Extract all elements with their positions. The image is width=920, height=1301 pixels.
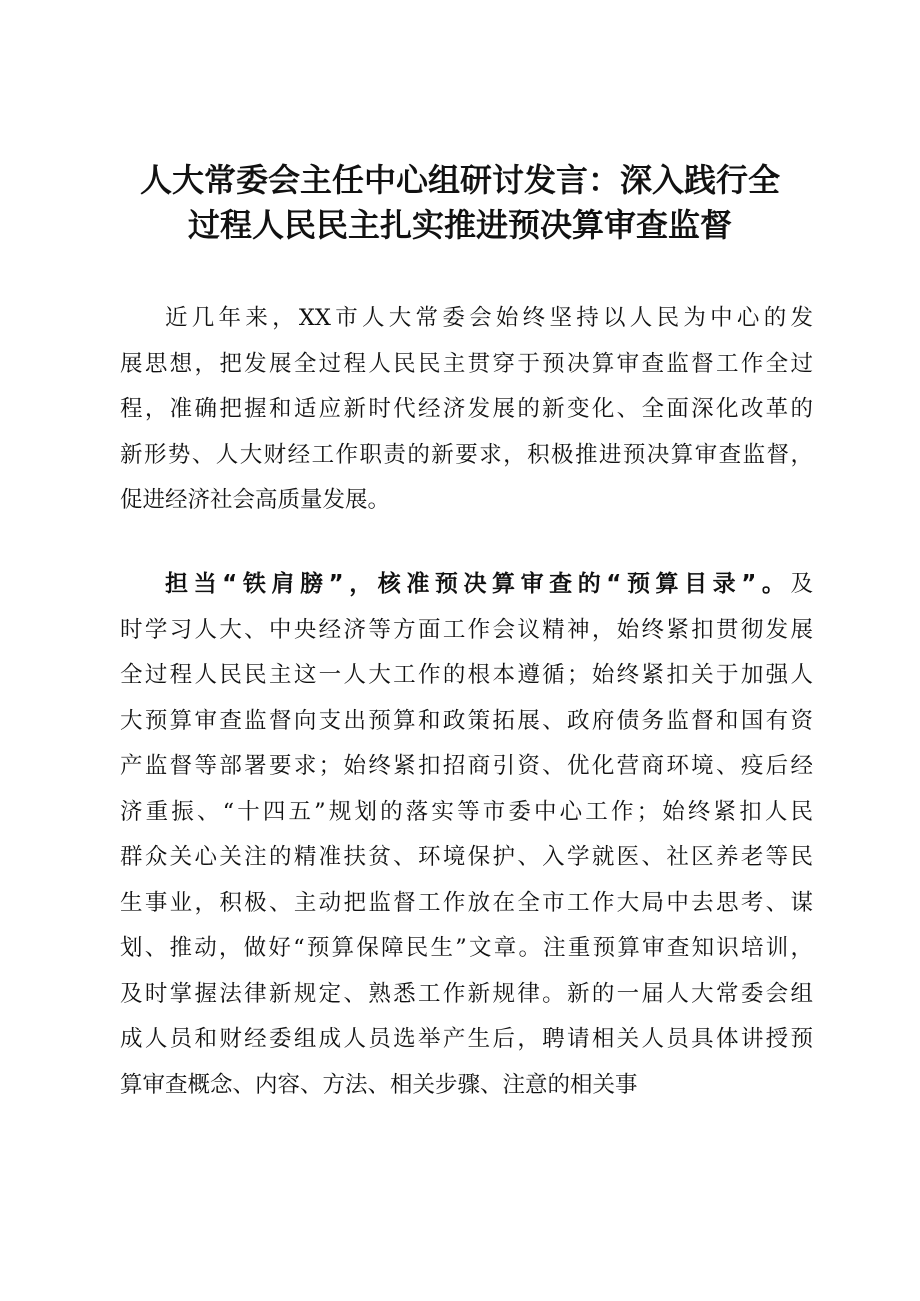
paragraph-line: 大预算审查监督向支出预算和政策拓展、政府债务监督和国有资 [120,707,813,734]
paragraph-line: 成人员和财经委组成人员选举产生后，聘请相关人员具体讲授预 [120,1026,813,1052]
paragraph-line: 及时掌握法律新规定、熟悉工作新规律。新的一届人大常委会组 [120,980,813,1007]
paragraph-line: 近几年来，XX市人大常委会始终坚持以人民为中心的发 [165,305,813,331]
title-line-1: 人大常委会主任中心组研讨发言：深入践行全 [139,161,780,199]
paragraph-line: 产监督等部署要求；始终紧扣招商引资、优化营商环境、疫后经 [120,753,813,779]
paragraph-line: 算审查概念、内容、方法、相关步骤、注意的相关事 [120,1071,638,1098]
document-title [110,158,810,248]
paragraph-line: 新形势、人大财经工作职责的新要求，积极推进预决算审查监督， [120,441,813,468]
paragraph-line: 展思想，把发展全过程人民民主贯穿于预决算审查监督工作全过 [120,350,813,377]
paragraph-line: 时学习人大、中央经济等方面工作会议精神，始终紧扣贯彻发展 [120,616,813,643]
paragraph-intro [120,296,813,524]
paragraph-line: 程，准确把握和适应新时代经济发展的新变化、全面深化改革的 [120,396,813,422]
paragraph-line: 群众关心关注的精准扶贫、环境保护、入学就医、社区养老等民 [120,844,813,870]
section-heading: 担当“铁肩膀”，核准预决算审查的“预算目录”。 [165,571,791,597]
paragraph-line: 生事业，积极、主动把监督工作放在全市工作大局中去思考、谋 [120,889,813,916]
paragraph-line: 济重振、“十四五”规划的落实等市委中心工作；始终紧扣人民 [120,798,813,825]
paragraph-line: 全过程人民民主这一人大工作的根本遵循；始终紧扣关于加强人 [120,662,813,688]
paragraph-line-rest: 及 [790,571,813,597]
paragraph-line: 促进经济社会高质量发展。 [120,487,391,513]
paragraph-line: 划、推动，做好“预算保障民生”文章。注重预算审查知识培训， [120,935,813,961]
paragraph-section-1 [120,562,813,1108]
paragraph-first-line [120,562,813,608]
title-line-2: 过程人民民主扎实推进预决算审查监督 [187,206,732,244]
